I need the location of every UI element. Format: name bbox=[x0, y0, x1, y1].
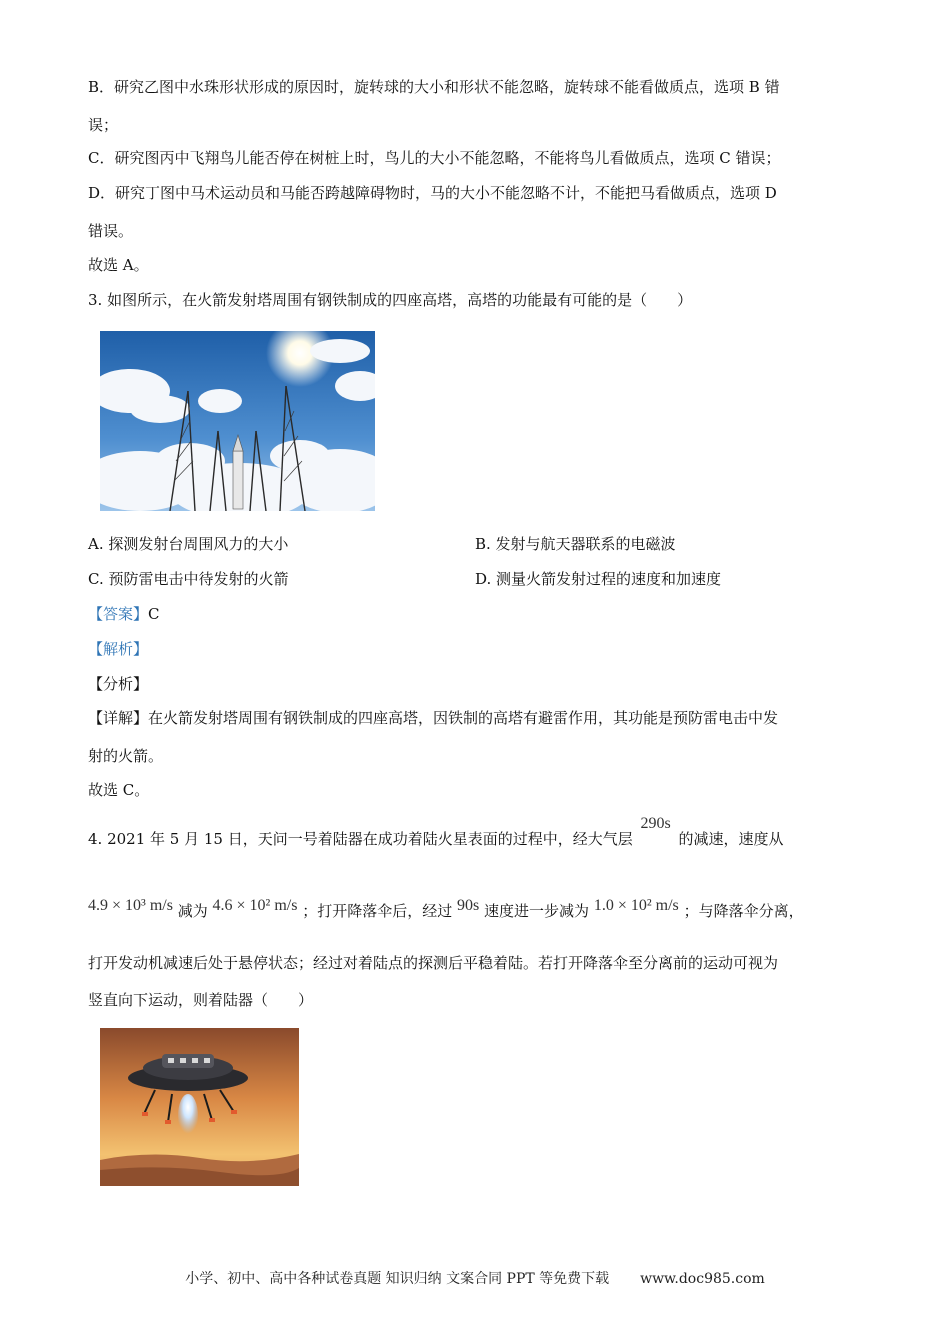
q3-fenxi-label: 【分析】 bbox=[88, 675, 149, 693]
q3-detail-line1: 【详解】在火箭发射塔周围有钢铁制成的四座高塔，因铁制的高塔有避雷作用，其功能是预防雷电击中发 bbox=[88, 709, 779, 727]
q4-initial-velocity: 4.9 × 10³ m/s bbox=[88, 897, 173, 914]
answer-value: C bbox=[148, 605, 160, 623]
q4-stem-part-a: 4. 2021 年 5 月 15 日，天问一号着陆器在成功着陆火星表面的过程中，经大气层 bbox=[88, 830, 633, 848]
solution-b-line1: B．研究乙图中水珠形状形成的原因时，旋转球的大小和形状不能忽略，旋转球不能看做质点，选项 B 错 bbox=[88, 78, 780, 96]
q4-mid1: 减为 bbox=[177, 902, 208, 920]
q4-time-atmosphere: 290s bbox=[640, 815, 671, 832]
q4-velocity-after-atmosphere: 4.6 × 10² m/s bbox=[212, 897, 298, 914]
page-footer bbox=[0, 1268, 950, 1288]
answer-label: 【答案】 bbox=[88, 605, 149, 623]
footer-url[interactable]: www.doc985.com bbox=[640, 1271, 765, 1287]
q3-option-c: C. 预防雷电击中待发射的火箭 bbox=[88, 570, 289, 588]
mars-lander-photo bbox=[100, 1028, 299, 1186]
q4-stem-part-b: 的减速，速度从 bbox=[678, 830, 784, 848]
q4-mid3: 速度进一步减为 bbox=[484, 902, 590, 920]
q4-velocity-after-parachute: 1.0 × 10² m/s bbox=[593, 897, 679, 914]
q4-mid4: ；与降落伞分离， bbox=[683, 902, 804, 920]
q3-option-b: B. 发射与航天器联系的电磁波 bbox=[475, 535, 676, 553]
q4-mid2: ；打开降落伞后，经过 bbox=[302, 902, 453, 920]
q4-stem-line3: 打开发动机减速后处于悬停状态；经过对着陆点的探测后平稳着陆。若打开降落伞至分离前的运动可视为 bbox=[88, 954, 779, 972]
q4-stem-line2 bbox=[88, 897, 804, 923]
solution-d-line2: 错误。 bbox=[88, 222, 134, 240]
q3-detail-line2: 射的火箭。 bbox=[88, 747, 164, 765]
q4-time-parachute: 90s bbox=[457, 897, 480, 914]
q3-stem: 3. 如图所示，在火箭发射塔周围有钢铁制成的四座高塔，高塔的功能最有可能的是（ ） bbox=[88, 291, 693, 309]
q4-stem-line1 bbox=[88, 815, 784, 851]
q3-answer bbox=[88, 603, 160, 625]
q3-conclusion: 故选 C。 bbox=[88, 781, 150, 799]
solution-c-line: C．研究图丙中飞翔鸟儿能否停在树桩上时，鸟儿的大小不能忽略，不能将鸟儿看做质点，选项 C 错误； bbox=[88, 149, 781, 167]
q4-stem-line4: 竖直向下运动，则着陆器（ ） bbox=[88, 991, 314, 1009]
q3-option-d: D. 测量火箭发射过程的速度和加速度 bbox=[475, 570, 722, 588]
q3-option-a: A. 探测发射台周围风力的大小 bbox=[88, 535, 289, 553]
previous-conclusion: 故选 A。 bbox=[88, 256, 149, 274]
solution-b-line2: 误； bbox=[88, 116, 119, 134]
rocket-launch-tower-photo bbox=[100, 331, 375, 511]
footer-text: 小学、初中、高中各种试卷真题 知识归纳 文案合同 PPT 等免费下载 bbox=[185, 1271, 610, 1287]
q3-analysis-label: 【解析】 bbox=[88, 640, 149, 658]
solution-d-line1: D．研究丁图中马术运动员和马能否跨越障碍物时，马的大小不能忽略不计，不能把马看做质点，选项 D bbox=[88, 184, 777, 202]
